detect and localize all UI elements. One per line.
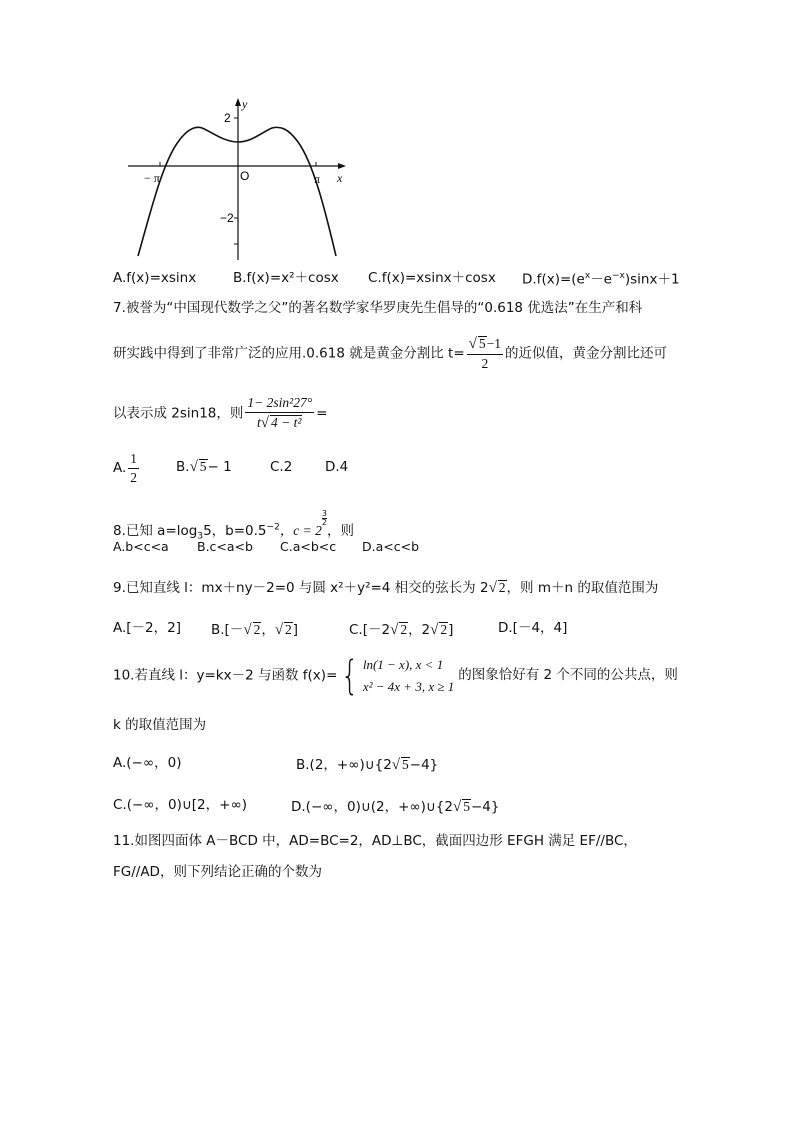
case-1: ln(1 − x), x < 1 [362, 657, 444, 672]
piecewise-cases [363, 654, 454, 698]
q8-stem-pre: 8.已知 a=log [113, 523, 198, 539]
q9-options [113, 620, 568, 638]
option-c[interactable]: C.a<b<c [280, 539, 337, 554]
q9-stem: 9.已知直线 l：mx＋ny－2=0 与圆 x²＋y²=4 相交的弦长为 2√ 2，则 m＋n 的取值范围为 [113, 580, 659, 596]
q10-line2: k 的取值范围为 [113, 717, 207, 733]
option-b[interactable]: B.c<a<b [197, 539, 253, 554]
option-c[interactable]: C.(−∞，0)∪[2，+∞) [113, 797, 247, 813]
option-b[interactable]: B.(2，+∞)∪{2√ 5−4} [296, 757, 439, 773]
option-b-post: ] [292, 622, 299, 638]
option-b[interactable]: B.√ 5− 1 [176, 459, 232, 475]
q11-line2: FG//AD，则下列结论正确的个数为 [113, 864, 322, 880]
frac-den: 2 [481, 356, 489, 371]
function-curve [138, 127, 336, 256]
option-c-rad1: 2 [400, 622, 408, 637]
option-a[interactable] [113, 452, 141, 484]
option-a[interactable]: A.(−∞，0) [113, 755, 182, 771]
q8-stem [113, 510, 354, 542]
piecewise-brace: { [341, 653, 360, 699]
function-graph [120, 94, 352, 262]
q8-stem-post: ，则 [327, 523, 355, 539]
option-d[interactable]: D.(−∞，0)∪(2，+∞)∪{2√ 5−4} [291, 799, 500, 815]
option-a-num: 1 [128, 452, 139, 469]
option-b-pre: B.(2，+∞)∪{2 [296, 757, 392, 773]
option-d-radicand: 5 [463, 799, 470, 814]
expr-den-t: t [257, 414, 261, 430]
option-b[interactable]: B.[－√ 2，√ 2] [211, 622, 299, 638]
q7-line3-post: = [316, 405, 328, 422]
expression-fraction: $\frac{\text{1− 2sin²27°}}{\text{t√ 4 − t²}}$ [247, 395, 313, 431]
expr-den-radicand: 4 − t² [271, 414, 302, 430]
option-d-pre: D.f(x)=(e [522, 271, 585, 288]
q10-stem-pre: 10.若直线 l：y=kx－2 与函数 f(x)= [113, 667, 338, 684]
q8-stem-sub: 3 [197, 531, 204, 542]
q10-stem-post: 的图象恰好有 2 个不同的公共点，则 [458, 667, 678, 684]
option-a[interactable]: A.f(x)=xsinx [113, 270, 197, 286]
tick-label-pi: π [314, 172, 321, 186]
option-b-rad1: 2 [253, 622, 261, 637]
q10-stem [113, 654, 678, 698]
option-b-post: −4} [409, 757, 439, 773]
q7-options [113, 451, 349, 485]
option-b-radicand: 5 [402, 757, 409, 772]
case-2: x² − 4x + 3, x ≥ 1 [362, 679, 455, 694]
q8-exp-num: 3 [321, 509, 328, 518]
option-d[interactable]: D.a<c<b [362, 539, 420, 554]
q7-line1: 7.被誉为“中国现代数学之父”的著名数学家华罗庚先生倡导的“0.618 优选法”在生产和科 [113, 300, 643, 316]
expr-numerator: 1− 2sin²27° [245, 396, 314, 413]
frac-num-radicand: 5 [478, 336, 486, 351]
q10-options-row2 [113, 797, 500, 815]
q6-options [113, 270, 680, 288]
option-d[interactable]: D.4 [325, 459, 349, 475]
q9-stem-pre: 9.已知直线 l：mx＋ny－2=0 与圆 x²＋y²=4 相交的弦长为 2 [113, 580, 489, 596]
option-d-sup1: x [584, 271, 591, 281]
q8-exp-den: 2 [321, 518, 328, 527]
q8-stem-sup: −2 [266, 522, 280, 533]
tick-label-y-neg2: −2 [220, 211, 234, 225]
q9-stem-post: ，则 m＋n 的取值范围为 [506, 580, 659, 596]
option-c[interactable]: C.[－2√ 2，2√ 2] [349, 622, 454, 638]
option-b-post: − 1 [207, 459, 232, 475]
option-a-den: 2 [130, 469, 138, 485]
option-b-pre: B. [176, 459, 190, 475]
tick-label-neg-pi: − π [144, 171, 160, 185]
q8-options [113, 539, 420, 554]
y-axis-label: y [242, 97, 248, 111]
option-c-pre: C.[－2 [349, 622, 391, 638]
x-axis-label: x [337, 171, 343, 185]
option-a[interactable]: A.b<c<a [113, 539, 169, 554]
frac-num-tail: −1 [486, 336, 501, 351]
option-b-mid: ， [261, 622, 275, 638]
q10-options-row1 [113, 755, 439, 773]
option-b-pre: B.[－ [211, 622, 244, 638]
option-c[interactable]: C.2 [270, 459, 293, 475]
tick-label-y2: 2 [224, 111, 231, 125]
q9-stem-radicand: 2 [498, 580, 506, 595]
option-c[interactable]: C.f(x)=xsinx＋cosx [368, 270, 496, 286]
option-d-post: )sinx＋1 [624, 271, 680, 288]
q11-line1: 11.如图四面体 A－BCD 中，AD=BC=2，AD⊥BC，截面四边形 EFGH 满足 EF//BC， [113, 833, 637, 849]
origin-label: O [240, 169, 250, 183]
option-b-radicand: 5 [199, 459, 207, 474]
golden-ratio-fraction: $\frac{√ 5-1}{2}$ [468, 336, 501, 371]
q7-line3-pre: 以表示成 2sin18，则 [113, 405, 244, 422]
option-d-mid: －e [590, 271, 612, 288]
option-b-rad2: 2 [285, 622, 292, 637]
q7-line2 [113, 336, 667, 371]
option-d[interactable] [522, 272, 680, 287]
x-axis-arrow [338, 163, 346, 169]
q7-line3 [113, 396, 327, 431]
option-c-mid: ，2 [408, 622, 431, 638]
q8-stem-mid: 5，b=0.5 [203, 523, 267, 539]
option-d[interactable]: D.[－4，4] [498, 620, 568, 636]
option-d-sup2: −x [612, 271, 625, 281]
option-c-post: ] [448, 622, 454, 638]
y-axis-arrow [235, 98, 241, 106]
q8-stem-c: ，c = 2 [279, 523, 322, 538]
option-a-label: A. [113, 460, 127, 476]
option-b[interactable]: B.f(x)=x²＋cosx [233, 270, 339, 286]
option-c-rad2: 2 [440, 622, 448, 637]
option-a[interactable]: A.[－2，2] [113, 620, 182, 636]
option-d-post: −4} [470, 799, 500, 815]
q7-line2-post: 的近似值，黄金分割比还可 [505, 345, 667, 362]
q7-line2-pre: 研实践中得到了非常广泛的应用.0.618 就是黄金分割比 t= [113, 345, 465, 362]
option-d-pre: D.(−∞，0)∪(2，+∞)∪{2 [291, 799, 453, 815]
